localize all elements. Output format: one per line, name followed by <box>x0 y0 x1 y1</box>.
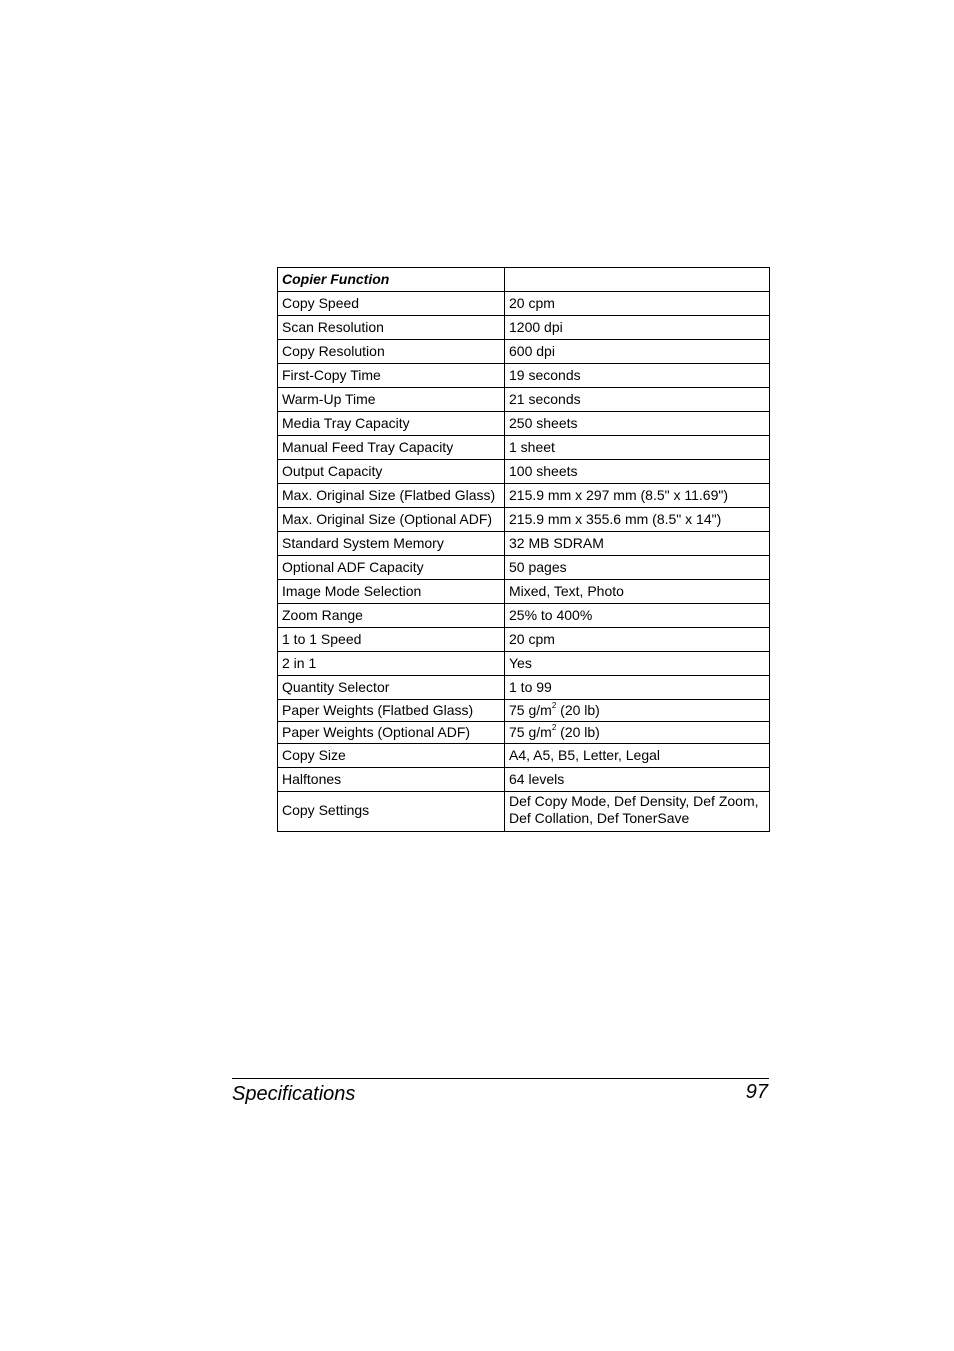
footer-section-title: Specifications <box>232 1083 356 1105</box>
value-line-2: Def Collation, Def TonerSave <box>509 810 690 826</box>
row-value: 20 cpm <box>505 292 770 316</box>
table-header-label: Copier Function <box>278 268 505 292</box>
row-label: Standard System Memory <box>278 532 505 556</box>
row-label: Optional ADF Capacity <box>278 556 505 580</box>
table-row <box>278 532 770 556</box>
table-row <box>278 700 770 722</box>
row-value: 1200 dpi <box>505 316 770 340</box>
row-label: Image Mode Selection <box>278 580 505 604</box>
table-row <box>278 508 770 532</box>
table-header-value <box>505 268 770 292</box>
table-row <box>278 744 770 768</box>
row-value: 19 seconds <box>505 364 770 388</box>
table-row <box>278 484 770 508</box>
row-label: Scan Resolution <box>278 316 505 340</box>
copier-function-table <box>277 267 770 832</box>
row-value <box>505 700 770 722</box>
table-row <box>278 580 770 604</box>
row-value <box>505 722 770 744</box>
row-label: Quantity Selector <box>278 676 505 700</box>
row-label: Max. Original Size (Flatbed Glass) <box>278 484 505 508</box>
row-label: Copy Settings <box>278 792 505 832</box>
row-label: Media Tray Capacity <box>278 412 505 436</box>
superscript: 2 <box>551 701 557 711</box>
value-prefix: 75 g/m <box>509 724 552 740</box>
row-label: Manual Feed Tray Capacity <box>278 436 505 460</box>
row-label: Copy Size <box>278 744 505 768</box>
row-label: Halftones <box>278 768 505 792</box>
row-value <box>505 792 770 832</box>
table-row <box>278 340 770 364</box>
row-value: 1 sheet <box>505 436 770 460</box>
table-row <box>278 628 770 652</box>
value-line-1: Def Copy Mode, Def Density, Def Zoom, <box>509 793 759 809</box>
page-number: 97 <box>745 1081 768 1103</box>
value-suffix: (20 lb) <box>556 702 600 718</box>
superscript: 2 <box>551 723 557 733</box>
footer-divider <box>232 1078 769 1079</box>
table-row <box>278 292 770 316</box>
row-value: A4, A5, B5, Letter, Legal <box>505 744 770 768</box>
table-row <box>278 676 770 700</box>
table-header-row <box>278 268 770 292</box>
row-label: Paper Weights (Flatbed Glass) <box>278 700 505 722</box>
table-row <box>278 316 770 340</box>
row-label: Output Capacity <box>278 460 505 484</box>
row-value: 21 seconds <box>505 388 770 412</box>
row-label: 1 to 1 Speed <box>278 628 505 652</box>
row-value: 100 sheets <box>505 460 770 484</box>
row-value: 1 to 99 <box>505 676 770 700</box>
row-label: 2 in 1 <box>278 652 505 676</box>
table-row <box>278 792 770 832</box>
row-label: Copy Resolution <box>278 340 505 364</box>
row-label: Warm-Up Time <box>278 388 505 412</box>
row-label: First-Copy Time <box>278 364 505 388</box>
row-value: 50 pages <box>505 556 770 580</box>
row-value: 25% to 400% <box>505 604 770 628</box>
table-row <box>278 556 770 580</box>
table-row <box>278 652 770 676</box>
row-value: 600 dpi <box>505 340 770 364</box>
row-label: Paper Weights (Optional ADF) <box>278 722 505 744</box>
table-row <box>278 388 770 412</box>
table-row <box>278 460 770 484</box>
row-value: 250 sheets <box>505 412 770 436</box>
table-row <box>278 604 770 628</box>
row-value: 64 levels <box>505 768 770 792</box>
row-value: 32 MB SDRAM <box>505 532 770 556</box>
table-row <box>278 412 770 436</box>
row-value: 215.9 mm x 297 mm (8.5" x 11.69") <box>505 484 770 508</box>
row-value: Yes <box>505 652 770 676</box>
table-row <box>278 436 770 460</box>
row-value: 20 cpm <box>505 628 770 652</box>
row-value: Mixed, Text, Photo <box>505 580 770 604</box>
row-value: 215.9 mm x 355.6 mm (8.5" x 14") <box>505 508 770 532</box>
value-suffix: (20 lb) <box>556 724 600 740</box>
row-label: Copy Speed <box>278 292 505 316</box>
row-label: Max. Original Size (Optional ADF) <box>278 508 505 532</box>
table-row <box>278 364 770 388</box>
table-row <box>278 768 770 792</box>
table-row <box>278 722 770 744</box>
value-prefix: 75 g/m <box>509 702 552 718</box>
row-label: Zoom Range <box>278 604 505 628</box>
